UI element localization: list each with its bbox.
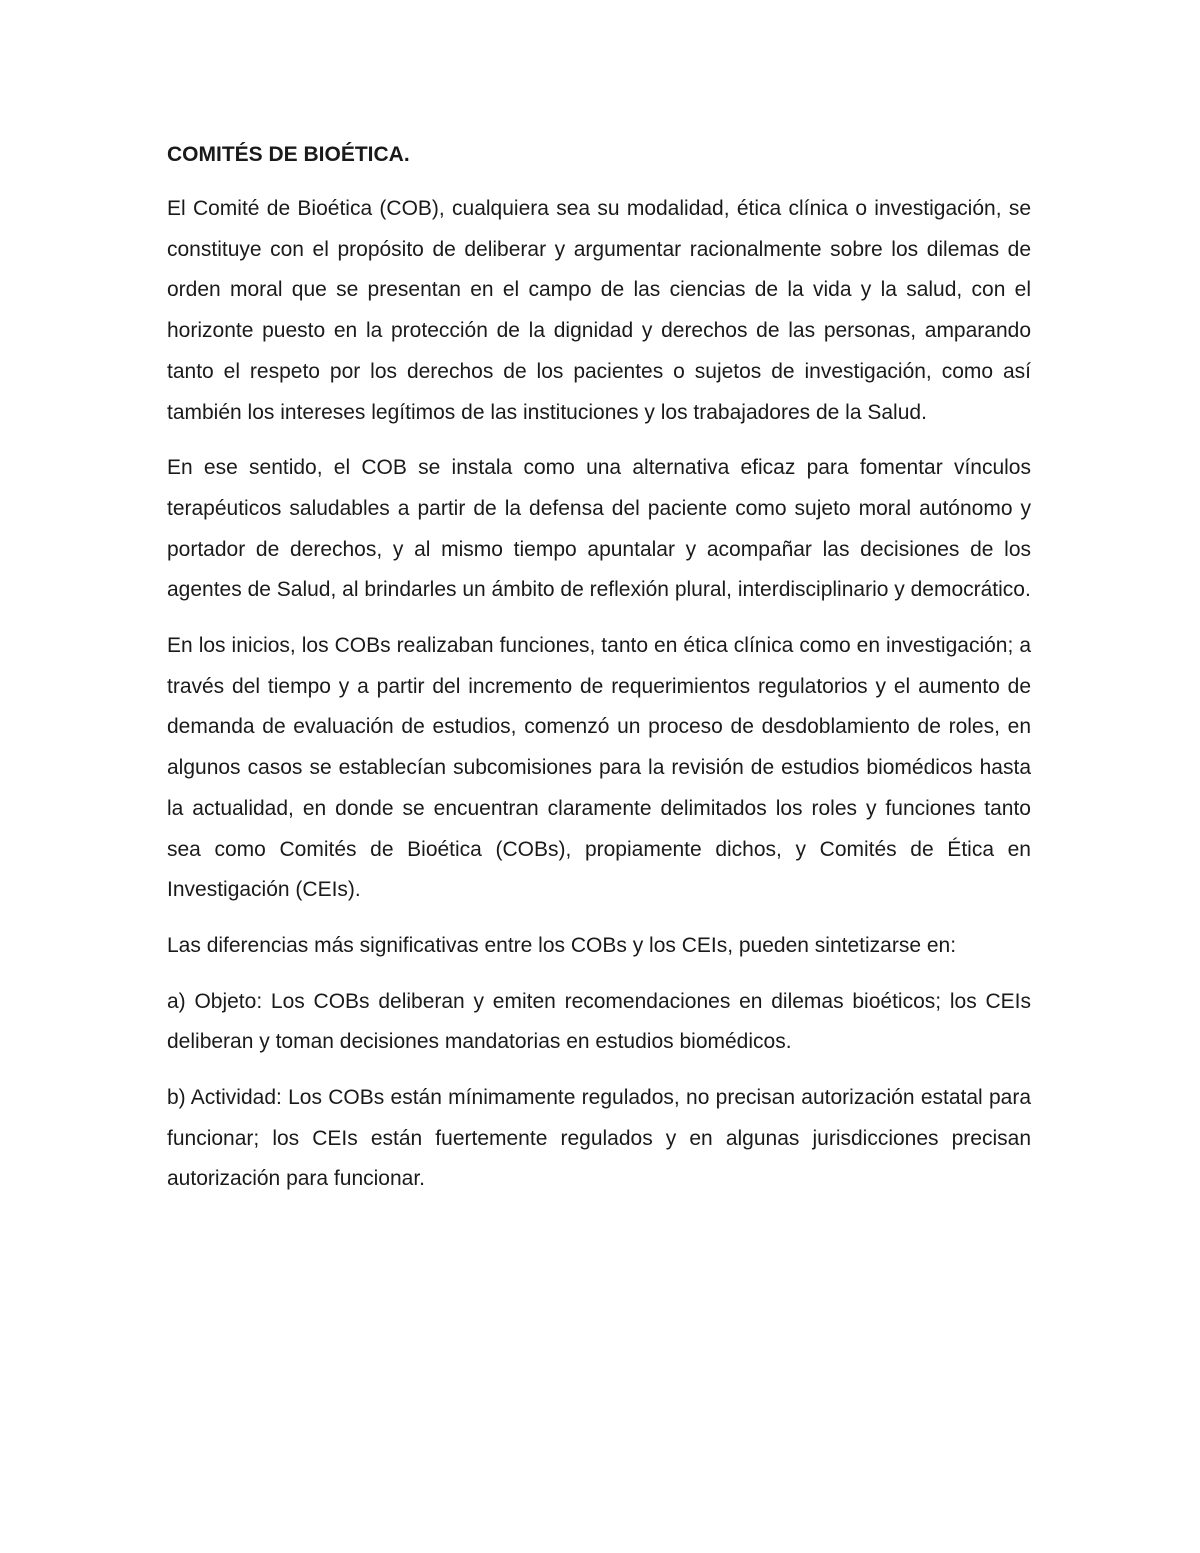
list-item-objeto: a) Objeto: Los COBs deliberan y emiten recomendaciones en dilemas bioéticos; los CEIs deliberan y toman decisiones mandatorias en estudios biomédicos. — [167, 989, 1031, 1054]
paragraph-differences-intro: Las diferencias más significativas entre los COBs y los CEIs, pueden sintetizarse en: — [167, 933, 957, 957]
document-title: COMITÉS DE BIOÉTICA. — [167, 143, 410, 166]
paragraph-cob-definition: El Comité de Bioética (COB), cualquiera sea su modalidad, ética clínica o investigación, se constituye con el propósito de deliberar y argumentar racionalmente sobre los dilemas de orden moral que se presentan en el campo de las ciencias de la vida y la salud, con el horizonte puesto en la protección de la dignidad y derechos de las personas, amparando tanto el respeto por los derechos de los pacientes o sujetos de investigación, como así también los intereses legítimos de las instituciones y los trabajadores de la Salud. — [167, 197, 1031, 424]
paragraph-cob-history: En los inicios, los COBs realizaban funciones, tanto en ética clínica como en investigación; a través del tiempo y a partir del incremento de requerimientos regulatorios y el aumento de demanda de evaluación de estudios, comenzó un proceso de desdoblamiento de roles, en algunos casos se establecían subcomisiones para la revisión de estudios biomédicos hasta la actualidad, en donde se encuentran claramente delimitados los roles y funciones tanto sea como Comités de Bioética (COBs), propiamente dichos, y Comités de Ética en Investigación (CEIs). — [167, 634, 1031, 902]
list-item-actividad: b) Actividad: Los COBs están mínimamente regulados, no precisan autorización estatal para funcionar; los CEIs están fuertemente regulados y en algunas jurisdicciones precisan autorización para funcionar. — [167, 1086, 1031, 1191]
paragraph-cob-role: En ese sentido, el COB se instala como una alternativa eficaz para fomentar vínculos terapéuticos saludables a partir de la defensa del paciente como sujeto moral autónomo y portador de derechos, y al mismo tiempo apuntalar y acompañar las decisiones de los agentes de Salud, al brindarles un ámbito de reflexión plural, interdisciplinario y democrático. — [167, 456, 1031, 602]
document-body — [167, 134, 1031, 1200]
